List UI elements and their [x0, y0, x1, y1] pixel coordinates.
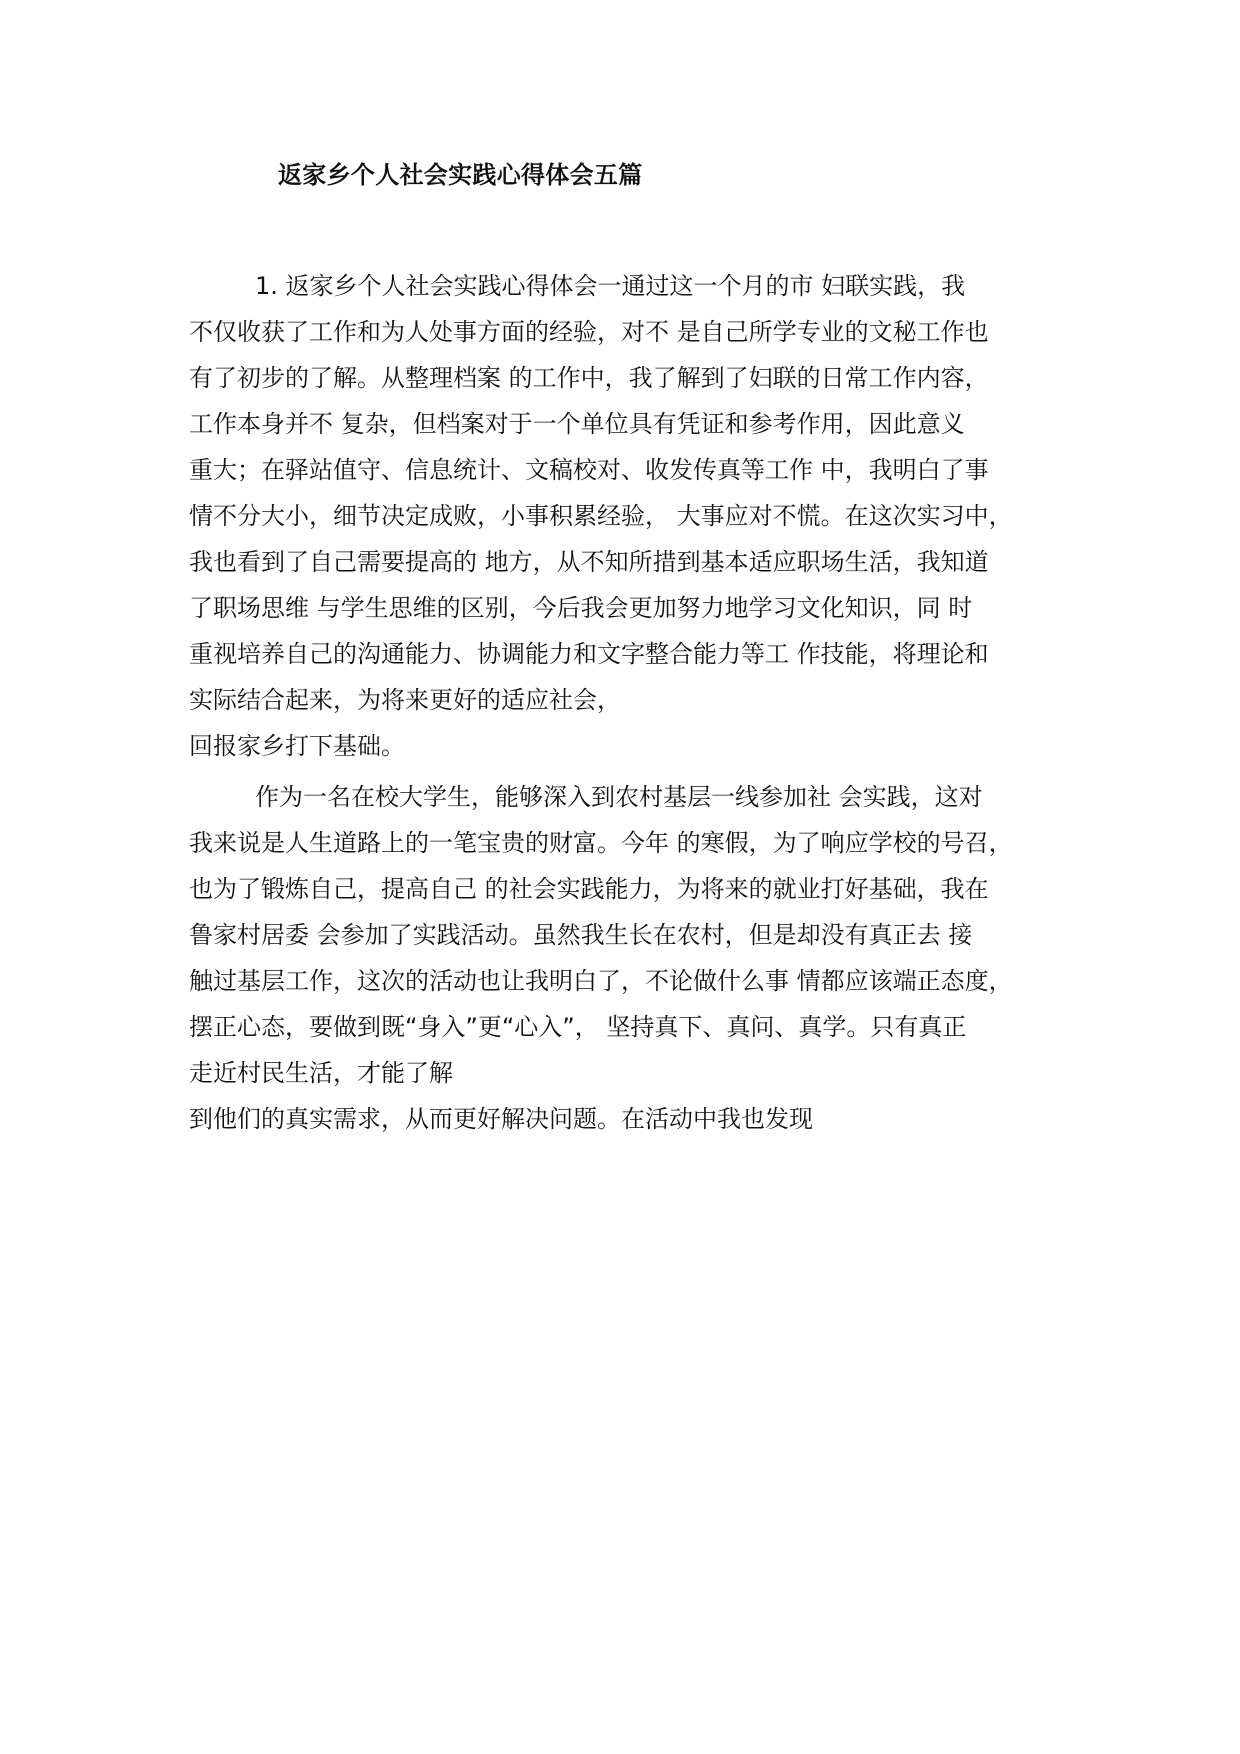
paragraph-line: 鲁家村居委 会参加了实践活动。虽然我生长在农村，但是却没有真正去 接	[189, 921, 973, 949]
paragraph-line: 重大；在驿站值守、信息统计、文稿校对、收发传真等工作 中，我明白了事	[189, 456, 989, 484]
paragraph-line: 触过基层工作，这次的活动也让我明白了，不论做什么事 情都应该端正态度，	[189, 967, 1013, 995]
paragraph-line: 我也看到了自己需要提高的 地方，从不知所措到基本适应职场生活，我知道	[189, 548, 989, 576]
paragraph-line: 有了初步的了解。从整理档案 的工作中，我了解到了妇联的日常工作内容，	[189, 364, 989, 392]
paragraph-line: 重视培养自己的沟通能力、协调能力和文字整合能力等工 作技能，将理论和	[189, 640, 989, 668]
paragraph-line: 走近村民生活，才能了解	[189, 1059, 453, 1087]
paragraph-line: 情不分大小，细节决定成败，小事积累经验， 大事应对不慌。在这次实习中，	[189, 502, 1013, 530]
paragraph-line: 1. 返家乡个人社会实践心得体会一通过这一个月的市 妇联实践，我	[255, 272, 966, 300]
paragraph-line: 了职场思维 与学生思维的区别，今后我会更加努力地学习文化知识，同 时	[189, 594, 973, 622]
paragraph-line: 工作本身并不 复杂，但档案对于一个单位具有凭证和参考作用，因此意义	[189, 410, 965, 438]
paragraph-line: 不仅收获了工作和为人处事方面的经验，对不 是自己所学专业的文秘工作也	[189, 318, 989, 346]
page-title: 返家乡个人社会实践心得体会五篇	[278, 161, 643, 189]
paragraph-line: 到他们的真实需求，从而更好解决问题。在活动中我也发现	[189, 1105, 813, 1133]
paragraph-line: 也为了锻炼自己，提高自己 的社会实践能力，为将来的就业打好基础，我在	[189, 875, 989, 903]
paragraph-1	[189, 263, 1089, 769]
paragraph-line: 摆正心态，要做到既“身入”更“心入”， 坚持真下、真问、真学。只有真正	[189, 1013, 967, 1041]
paragraph-2	[189, 774, 1089, 1142]
paragraph-line: 作为一名在校大学生，能够深入到农村基层一线参加社 会实践，这对	[255, 783, 983, 811]
paragraph-line: 回报家乡打下基础。	[189, 732, 405, 760]
paragraph-line: 实际结合起来，为将来更好的适应社会，	[189, 686, 621, 714]
paragraph-line: 我来说是人生道路上的一笔宝贵的财富。今年 的寒假，为了响应学校的号召，	[189, 829, 1013, 857]
